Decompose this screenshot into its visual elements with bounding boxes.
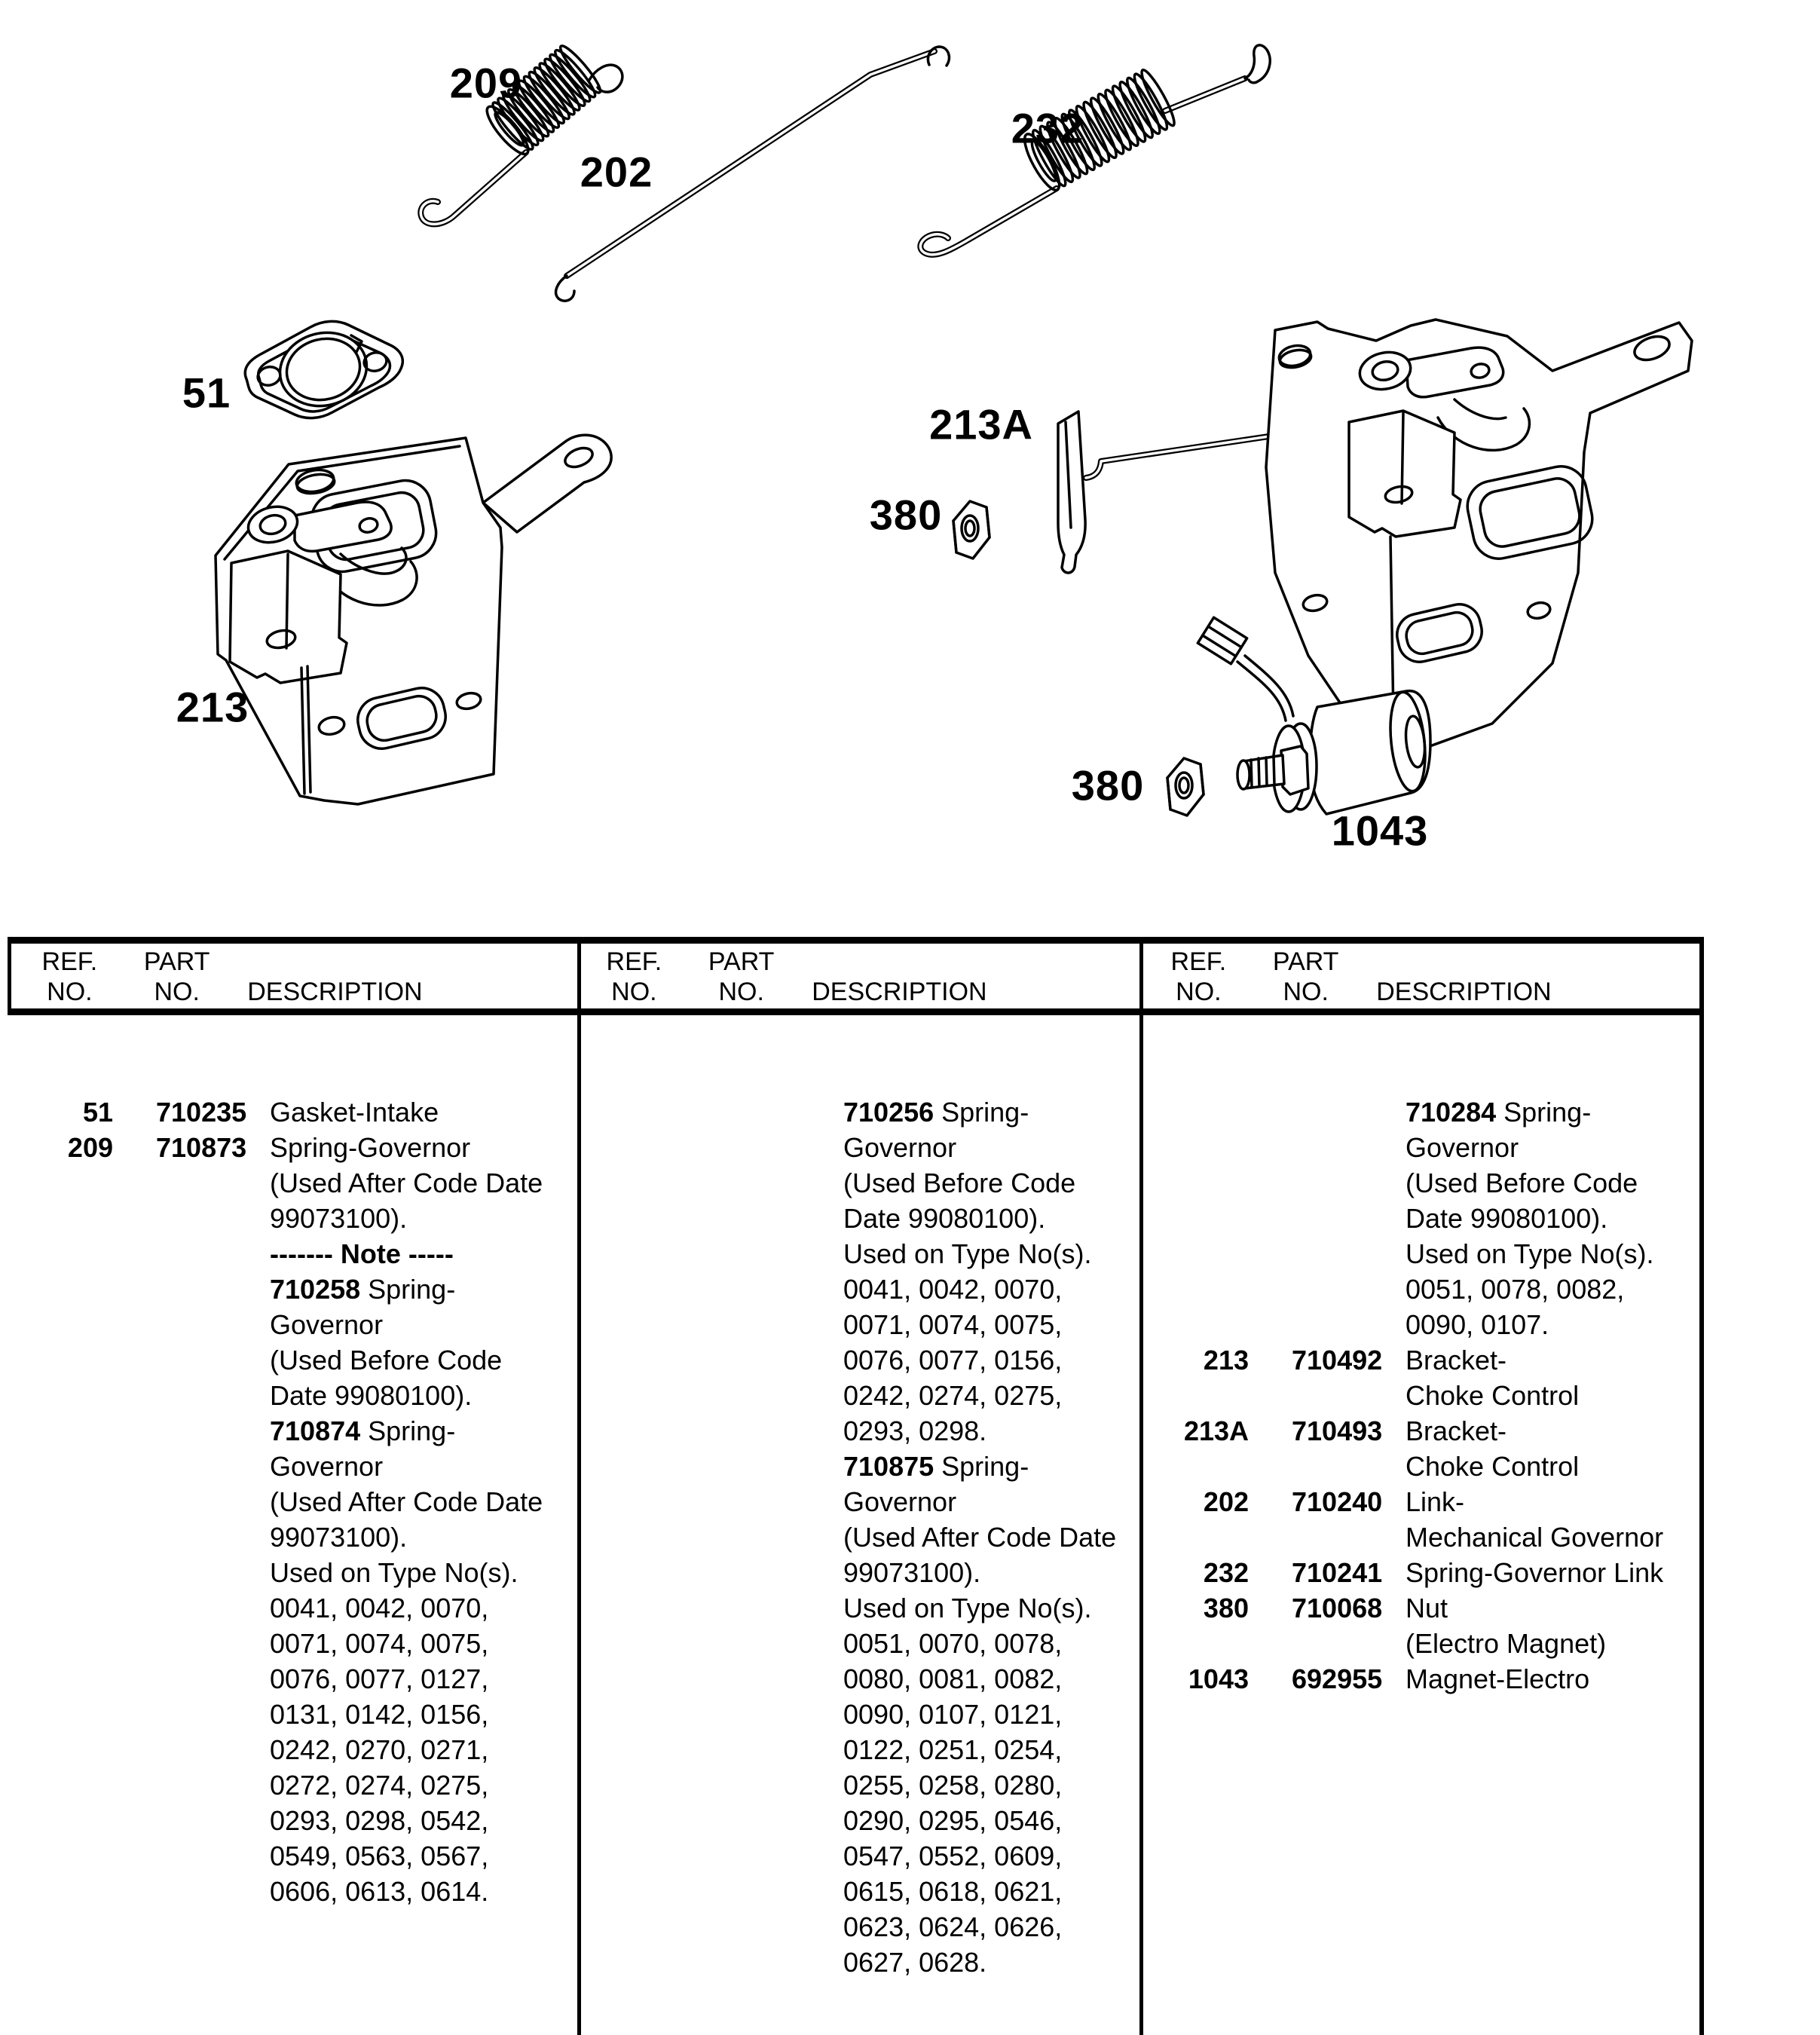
part-no xyxy=(113,1378,270,1413)
ref-no xyxy=(8,1484,113,1519)
part-no xyxy=(687,1697,843,1732)
description: 0071, 0074, 0075, xyxy=(270,1628,489,1659)
table-line xyxy=(581,1519,1136,1555)
description: Nut xyxy=(1406,1593,1448,1623)
table-line xyxy=(581,1484,1136,1519)
description: 0293, 0298, 0542, xyxy=(270,1805,489,1836)
description: 0051, 0078, 0082, xyxy=(1406,1274,1625,1305)
table-line xyxy=(581,1271,1136,1307)
description: 0131, 0142, 0156, xyxy=(270,1699,489,1730)
part-no xyxy=(113,1661,270,1697)
table-line xyxy=(581,1909,1136,1945)
part-no xyxy=(113,1236,270,1271)
table-line xyxy=(581,1945,1136,1980)
table-line xyxy=(581,1094,1136,1130)
table-line xyxy=(1143,1130,1698,1165)
ref-no xyxy=(8,1626,113,1661)
description: 0547, 0552, 0609, xyxy=(843,1841,1063,1871)
table-line xyxy=(8,1165,574,1201)
part-no xyxy=(113,1555,270,1590)
ref-no xyxy=(1143,1626,1249,1661)
table-line xyxy=(1143,1165,1698,1201)
table-line xyxy=(1143,1094,1698,1130)
description: 0076, 0077, 0156, xyxy=(843,1345,1063,1376)
ref-no xyxy=(581,1767,687,1803)
ref-no xyxy=(1143,1519,1249,1555)
part-no: 692955 xyxy=(1292,1663,1383,1694)
governor-link-spring-232-drawing xyxy=(920,45,1270,255)
part-no: 710240 xyxy=(1292,1486,1383,1517)
part-no xyxy=(113,1449,270,1484)
description: 0627, 0628. xyxy=(843,1947,987,1978)
description: Governor xyxy=(1406,1132,1519,1163)
ref-no xyxy=(581,1732,687,1767)
part-no xyxy=(1249,1307,1406,1342)
ref-no xyxy=(8,1378,113,1413)
ref-no: 380 xyxy=(1203,1593,1249,1623)
table-line xyxy=(1143,1484,1698,1519)
description: 0041, 0042, 0070, xyxy=(270,1593,489,1623)
table-header-col-1 xyxy=(8,947,572,1010)
part-no xyxy=(687,1307,843,1342)
description: 99073100). xyxy=(843,1557,981,1588)
table-line xyxy=(581,1732,1136,1767)
part-no xyxy=(1249,1165,1406,1201)
ref-no xyxy=(581,1626,687,1661)
part-callout-209: 209 xyxy=(449,59,523,107)
part-callout-51: 51 xyxy=(182,369,231,417)
ref-no: 202 xyxy=(1203,1486,1249,1517)
part-no xyxy=(113,1838,270,1874)
table-line xyxy=(1143,1449,1698,1484)
part-no: 710873 xyxy=(156,1132,247,1163)
description: Magnet-Electro xyxy=(1406,1663,1590,1694)
description: (Used Before Code xyxy=(270,1345,503,1376)
ref-no xyxy=(581,1874,687,1909)
part-no xyxy=(113,1803,270,1838)
table-line xyxy=(8,1449,574,1484)
table-line xyxy=(8,1519,574,1555)
table-line xyxy=(1143,1626,1698,1661)
part-no xyxy=(1249,1271,1406,1307)
ref-no: 213A xyxy=(1183,1415,1249,1446)
part-no xyxy=(687,1519,843,1555)
part-no xyxy=(1249,1094,1406,1130)
ref-no xyxy=(8,1271,113,1307)
table-line xyxy=(8,1555,574,1590)
ref-no xyxy=(581,1590,687,1626)
part-no xyxy=(113,1697,270,1732)
ref-no xyxy=(581,1130,687,1165)
description: 710258 Spring- xyxy=(270,1274,456,1305)
ref-no xyxy=(581,1271,687,1307)
part-no xyxy=(1249,1626,1406,1661)
table-line xyxy=(8,1094,574,1130)
part-no xyxy=(687,1803,843,1838)
part-no xyxy=(113,1342,270,1378)
choke-control-bracket-213a-drawing xyxy=(1058,320,1692,754)
ref-no xyxy=(1143,1307,1249,1342)
part-callout-380: 380 xyxy=(869,491,943,539)
table-top-rule xyxy=(8,937,1703,944)
part-no xyxy=(687,1590,843,1626)
table-column-2 xyxy=(581,1094,1136,1980)
part-callout-213: 213 xyxy=(176,683,249,731)
part-no: 710241 xyxy=(1292,1557,1383,1588)
part-no xyxy=(1249,1519,1406,1555)
description: 0615, 0618, 0621, xyxy=(843,1876,1063,1907)
description: Date 99080100). xyxy=(843,1203,1046,1234)
description: Governor xyxy=(843,1486,957,1517)
description: Bracket- xyxy=(1406,1415,1507,1446)
part-no: 710492 xyxy=(1292,1345,1383,1376)
table-line xyxy=(581,1626,1136,1661)
part-no xyxy=(1249,1378,1406,1413)
table-line xyxy=(1143,1271,1698,1307)
ref-no xyxy=(581,1094,687,1130)
ref-no xyxy=(8,1732,113,1767)
part-no xyxy=(687,1909,843,1945)
description: Mechanical Governor xyxy=(1406,1522,1664,1553)
table-header xyxy=(8,947,1701,1010)
hex-nut-380-upper-drawing xyxy=(953,501,990,558)
description: 0242, 0270, 0271, xyxy=(270,1734,489,1765)
description: Governor xyxy=(270,1309,384,1340)
table-line xyxy=(8,1484,574,1519)
table-line xyxy=(1143,1555,1698,1590)
table-line xyxy=(581,1697,1136,1732)
part-no: 710493 xyxy=(1292,1415,1383,1446)
description: 0606, 0613, 0614. xyxy=(270,1876,489,1907)
table-header-col-3 xyxy=(1136,947,1701,1010)
table-line xyxy=(581,1555,1136,1590)
part-no xyxy=(687,1342,843,1378)
table-line xyxy=(581,1838,1136,1874)
table-header-label: DESCRIPTION xyxy=(1376,978,1552,1006)
table-header-label: REF. NO. xyxy=(41,947,98,1006)
description: 710875 Spring- xyxy=(843,1451,1029,1482)
table-right-border xyxy=(1699,937,1704,2035)
description: 0090, 0107. xyxy=(1406,1309,1549,1340)
ref-no xyxy=(1143,1271,1249,1307)
ref-no xyxy=(581,1803,687,1838)
table-line xyxy=(8,1590,574,1626)
ref-no xyxy=(581,1165,687,1201)
part-no xyxy=(113,1874,270,1909)
ref-no xyxy=(8,1874,113,1909)
table-line xyxy=(581,1307,1136,1342)
table-line xyxy=(8,1307,574,1342)
table-header-label: REF. NO. xyxy=(606,947,662,1006)
ref-no xyxy=(8,1697,113,1732)
ref-no xyxy=(8,1590,113,1626)
part-no: 710068 xyxy=(1292,1593,1383,1623)
ref-no xyxy=(581,1449,687,1484)
part-callout-380: 380 xyxy=(1071,761,1145,809)
table-line xyxy=(581,1378,1136,1413)
table-line xyxy=(8,1838,574,1874)
ref-no xyxy=(8,1519,113,1555)
part-no xyxy=(687,1732,843,1767)
ref-no xyxy=(8,1236,113,1271)
description: Used on Type No(s). xyxy=(1406,1238,1654,1269)
table-line xyxy=(1143,1342,1698,1378)
ref-no xyxy=(581,1945,687,1980)
part-no xyxy=(113,1413,270,1449)
table-line xyxy=(8,1803,574,1838)
description: Gasket-Intake xyxy=(270,1097,439,1128)
ref-no xyxy=(581,1413,687,1449)
part-callout-1043: 1043 xyxy=(1331,806,1429,855)
description: 0076, 0077, 0127, xyxy=(270,1663,489,1694)
ref-no xyxy=(581,1909,687,1945)
ref-no: 209 xyxy=(67,1132,113,1163)
part-no xyxy=(1249,1449,1406,1484)
table-line xyxy=(8,1271,574,1307)
ref-no xyxy=(8,1342,113,1378)
ref-no xyxy=(1143,1094,1249,1130)
description: 0290, 0295, 0546, xyxy=(843,1805,1063,1836)
table-line xyxy=(8,1874,574,1909)
description: Link- xyxy=(1406,1486,1465,1517)
table-line xyxy=(581,1803,1136,1838)
table-line xyxy=(581,1236,1136,1271)
table-line xyxy=(8,1626,574,1661)
ref-no xyxy=(581,1378,687,1413)
ref-no xyxy=(8,1838,113,1874)
description: 0051, 0070, 0078, xyxy=(843,1628,1063,1659)
description: Spring-Governor Link xyxy=(1406,1557,1664,1588)
part-no xyxy=(687,1236,843,1271)
description: 710256 Spring- xyxy=(843,1097,1029,1128)
part-callout-232: 232 xyxy=(1011,104,1084,152)
ref-no xyxy=(8,1307,113,1342)
description: (Used After Code Date xyxy=(270,1167,543,1198)
table-header-label: PART NO. xyxy=(708,947,775,1006)
description: 0041, 0042, 0070, xyxy=(843,1274,1063,1305)
part-no xyxy=(687,1130,843,1165)
ref-no: 1043 xyxy=(1188,1663,1249,1694)
part-no xyxy=(1249,1130,1406,1165)
table-line xyxy=(8,1767,574,1803)
ref-no xyxy=(581,1661,687,1697)
description: 0272, 0274, 0275, xyxy=(270,1770,489,1801)
part-no xyxy=(687,1094,843,1130)
description: 0071, 0074, 0075, xyxy=(843,1309,1063,1340)
part-no xyxy=(113,1626,270,1661)
part-no xyxy=(687,1838,843,1874)
ref-no xyxy=(581,1307,687,1342)
description: 0242, 0274, 0275, xyxy=(843,1380,1063,1411)
description: 99073100). xyxy=(270,1522,408,1553)
ref-no xyxy=(8,1449,113,1484)
part-no xyxy=(687,1555,843,1590)
part-callout-202: 202 xyxy=(580,148,653,196)
description: 99073100). xyxy=(270,1203,408,1234)
table-line xyxy=(8,1661,574,1697)
description: (Used Before Code xyxy=(1406,1167,1638,1198)
table-line xyxy=(581,1590,1136,1626)
table-line xyxy=(581,1165,1136,1201)
part-no xyxy=(687,1945,843,1980)
intake-gasket-51-drawing xyxy=(245,321,402,418)
ref-no xyxy=(8,1201,113,1236)
table-line xyxy=(8,1413,574,1449)
table-line xyxy=(8,1697,574,1732)
table-column-3 xyxy=(1143,1094,1698,1697)
description: 0623, 0624, 0626, xyxy=(843,1911,1063,1942)
description: Choke Control xyxy=(1406,1451,1580,1482)
description: 0090, 0107, 0121, xyxy=(843,1699,1063,1730)
description: Used on Type No(s). xyxy=(270,1557,518,1588)
part-no: 710235 xyxy=(156,1097,247,1128)
description: (Used After Code Date xyxy=(843,1522,1117,1553)
ref-no xyxy=(581,1838,687,1874)
ref-no xyxy=(1143,1130,1249,1165)
ref-no xyxy=(8,1555,113,1590)
ref-no xyxy=(1143,1449,1249,1484)
part-no xyxy=(113,1590,270,1626)
description: (Used Before Code xyxy=(843,1167,1076,1198)
ref-no xyxy=(8,1767,113,1803)
part-no xyxy=(687,1165,843,1201)
table-line xyxy=(8,1130,574,1165)
description: 0122, 0251, 0254, xyxy=(843,1734,1063,1765)
description: 710874 Spring- xyxy=(270,1415,456,1446)
part-no xyxy=(113,1307,270,1342)
part-no xyxy=(687,1378,843,1413)
ref-no xyxy=(1143,1165,1249,1201)
table-line xyxy=(1143,1236,1698,1271)
part-no xyxy=(1249,1236,1406,1271)
ref-no: 232 xyxy=(1203,1557,1249,1588)
part-no xyxy=(687,1484,843,1519)
table-column-1 xyxy=(8,1094,574,1909)
table-line xyxy=(1143,1519,1698,1555)
description: (Used After Code Date xyxy=(270,1486,543,1517)
table-line xyxy=(581,1342,1136,1378)
table-line xyxy=(8,1201,574,1236)
table-header-col-2 xyxy=(572,947,1136,1010)
table-line xyxy=(1143,1307,1698,1342)
ref-no xyxy=(581,1519,687,1555)
part-no xyxy=(113,1767,270,1803)
table-line xyxy=(581,1413,1136,1449)
choke-control-bracket-213-drawing xyxy=(216,435,611,804)
description: (Electro Magnet) xyxy=(1406,1628,1607,1659)
part-no xyxy=(113,1484,270,1519)
part-no xyxy=(113,1271,270,1307)
description: 0293, 0298. xyxy=(843,1415,987,1446)
description: Governor xyxy=(270,1451,384,1482)
description: Used on Type No(s). xyxy=(843,1593,1092,1623)
part-no xyxy=(687,1449,843,1484)
description: Spring-Governor xyxy=(270,1132,471,1163)
table-line xyxy=(581,1661,1136,1697)
table-line xyxy=(581,1201,1136,1236)
description: Governor xyxy=(843,1132,957,1163)
description: 0080, 0081, 0082, xyxy=(843,1663,1063,1694)
table-line xyxy=(581,1449,1136,1484)
ref-no xyxy=(8,1803,113,1838)
part-no xyxy=(687,1767,843,1803)
table-header-label: DESCRIPTION xyxy=(247,978,423,1006)
hex-nut-380-lower-drawing xyxy=(1167,758,1204,816)
parts-exploded-diagram xyxy=(0,0,1820,935)
table-line xyxy=(1143,1590,1698,1626)
ref-no xyxy=(581,1555,687,1590)
ref-no xyxy=(1143,1378,1249,1413)
description: Used on Type No(s). xyxy=(843,1238,1092,1269)
ref-no xyxy=(1143,1201,1249,1236)
table-line xyxy=(581,1874,1136,1909)
description: 710284 Spring- xyxy=(1406,1097,1592,1128)
ref-no xyxy=(8,1165,113,1201)
part-no xyxy=(687,1201,843,1236)
description: ------- Note ----- xyxy=(270,1238,454,1269)
description: Date 99080100). xyxy=(1406,1203,1608,1234)
table-line xyxy=(8,1378,574,1413)
ref-no xyxy=(581,1484,687,1519)
part-callout-213A: 213A xyxy=(929,400,1033,448)
part-no xyxy=(1249,1201,1406,1236)
table-line xyxy=(8,1732,574,1767)
table-line xyxy=(581,1130,1136,1165)
description: 0549, 0563, 0567, xyxy=(270,1841,489,1871)
ref-no: 51 xyxy=(82,1097,113,1128)
part-no xyxy=(687,1413,843,1449)
part-no xyxy=(113,1732,270,1767)
part-no xyxy=(687,1874,843,1909)
ref-no xyxy=(581,1342,687,1378)
part-no xyxy=(687,1661,843,1697)
part-no xyxy=(687,1271,843,1307)
table-line xyxy=(581,1767,1136,1803)
ref-no xyxy=(581,1236,687,1271)
ref-no xyxy=(1143,1236,1249,1271)
description: Choke Control xyxy=(1406,1380,1580,1411)
ref-no xyxy=(581,1697,687,1732)
table-header-label: REF. NO. xyxy=(1170,947,1227,1006)
table-line xyxy=(8,1236,574,1271)
ref-no: 213 xyxy=(1203,1345,1249,1376)
table-line xyxy=(1143,1413,1698,1449)
table-line xyxy=(1143,1378,1698,1413)
part-no xyxy=(113,1519,270,1555)
ref-no xyxy=(8,1661,113,1697)
table-line xyxy=(1143,1661,1698,1697)
table-header-label: PART NO. xyxy=(143,947,210,1006)
description: 0255, 0258, 0280, xyxy=(843,1770,1063,1801)
part-no xyxy=(113,1165,270,1201)
description: Bracket- xyxy=(1406,1345,1507,1376)
ref-no xyxy=(8,1413,113,1449)
table-header-label: PART NO. xyxy=(1272,947,1339,1006)
table-line xyxy=(1143,1201,1698,1236)
part-no xyxy=(113,1201,270,1236)
table-line xyxy=(8,1342,574,1378)
ref-no xyxy=(581,1201,687,1236)
description: Date 99080100). xyxy=(270,1380,473,1411)
table-header-label: DESCRIPTION xyxy=(812,978,987,1006)
part-no xyxy=(687,1626,843,1661)
